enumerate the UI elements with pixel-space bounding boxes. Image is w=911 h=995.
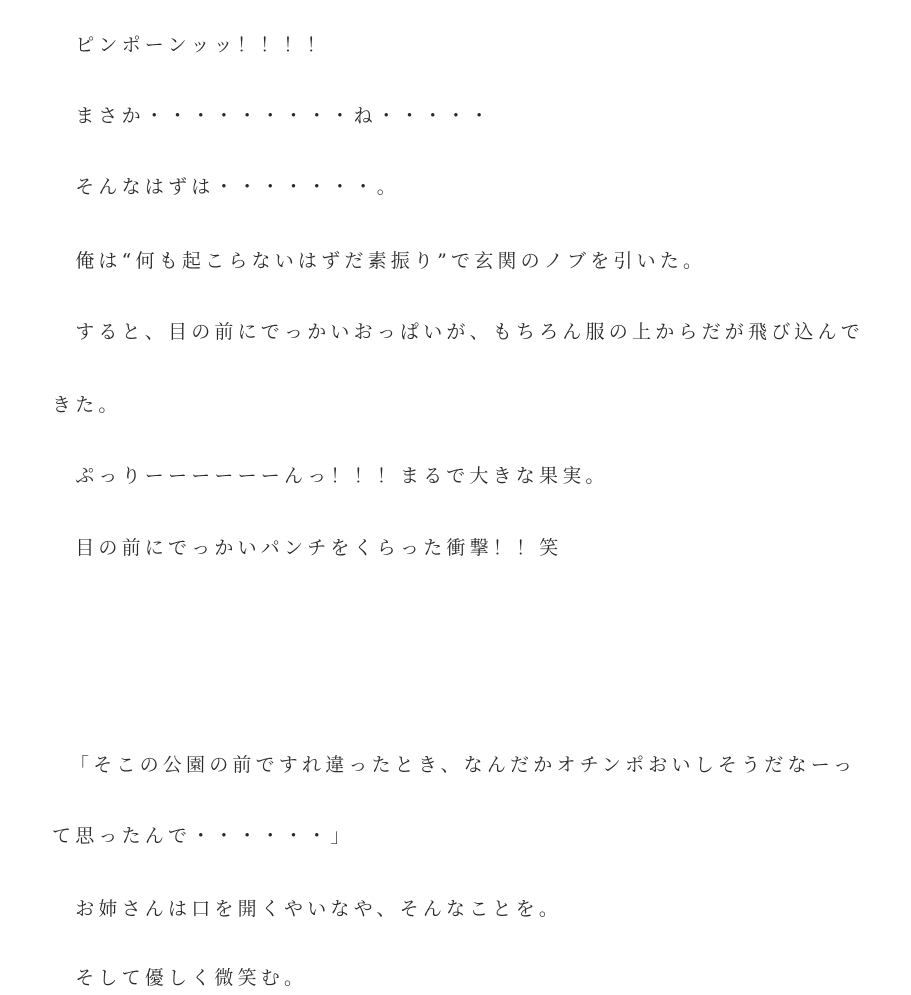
text-line: まさか・・・・・・・・・ね・・・・・ [52, 105, 493, 127]
text-line: そして優しく微笑む。 [52, 967, 308, 989]
text-line: お姉さんは口を開くやいなや、そんなことを。 [52, 898, 563, 920]
text-line: ぷっりーーーーーーんっ！！！まるで大きな果実。 [52, 465, 609, 487]
text-line: ピンポーンッッ！！！！ [52, 34, 330, 56]
text-line: きた。 [52, 394, 122, 416]
text-line: て思ったんで・・・・・・」 [52, 825, 354, 847]
text-line: そんなはずは・・・・・・・。 [52, 176, 401, 198]
text-line: 「そこの公園の前ですれ違ったとき、なんだかオチンポおいしそうだなーっ [70, 754, 857, 776]
text-line: 俺は“何も起こらないはずだ素振り”で玄関のノブを引いた。 [52, 250, 707, 272]
text-line: 目の前にでっかいパンチをくらった衝撃！！笑 [52, 537, 563, 559]
text-line: すると、目の前にでっかいおっぱいが、もちろん服の上からだが飛び込んで [52, 321, 865, 343]
